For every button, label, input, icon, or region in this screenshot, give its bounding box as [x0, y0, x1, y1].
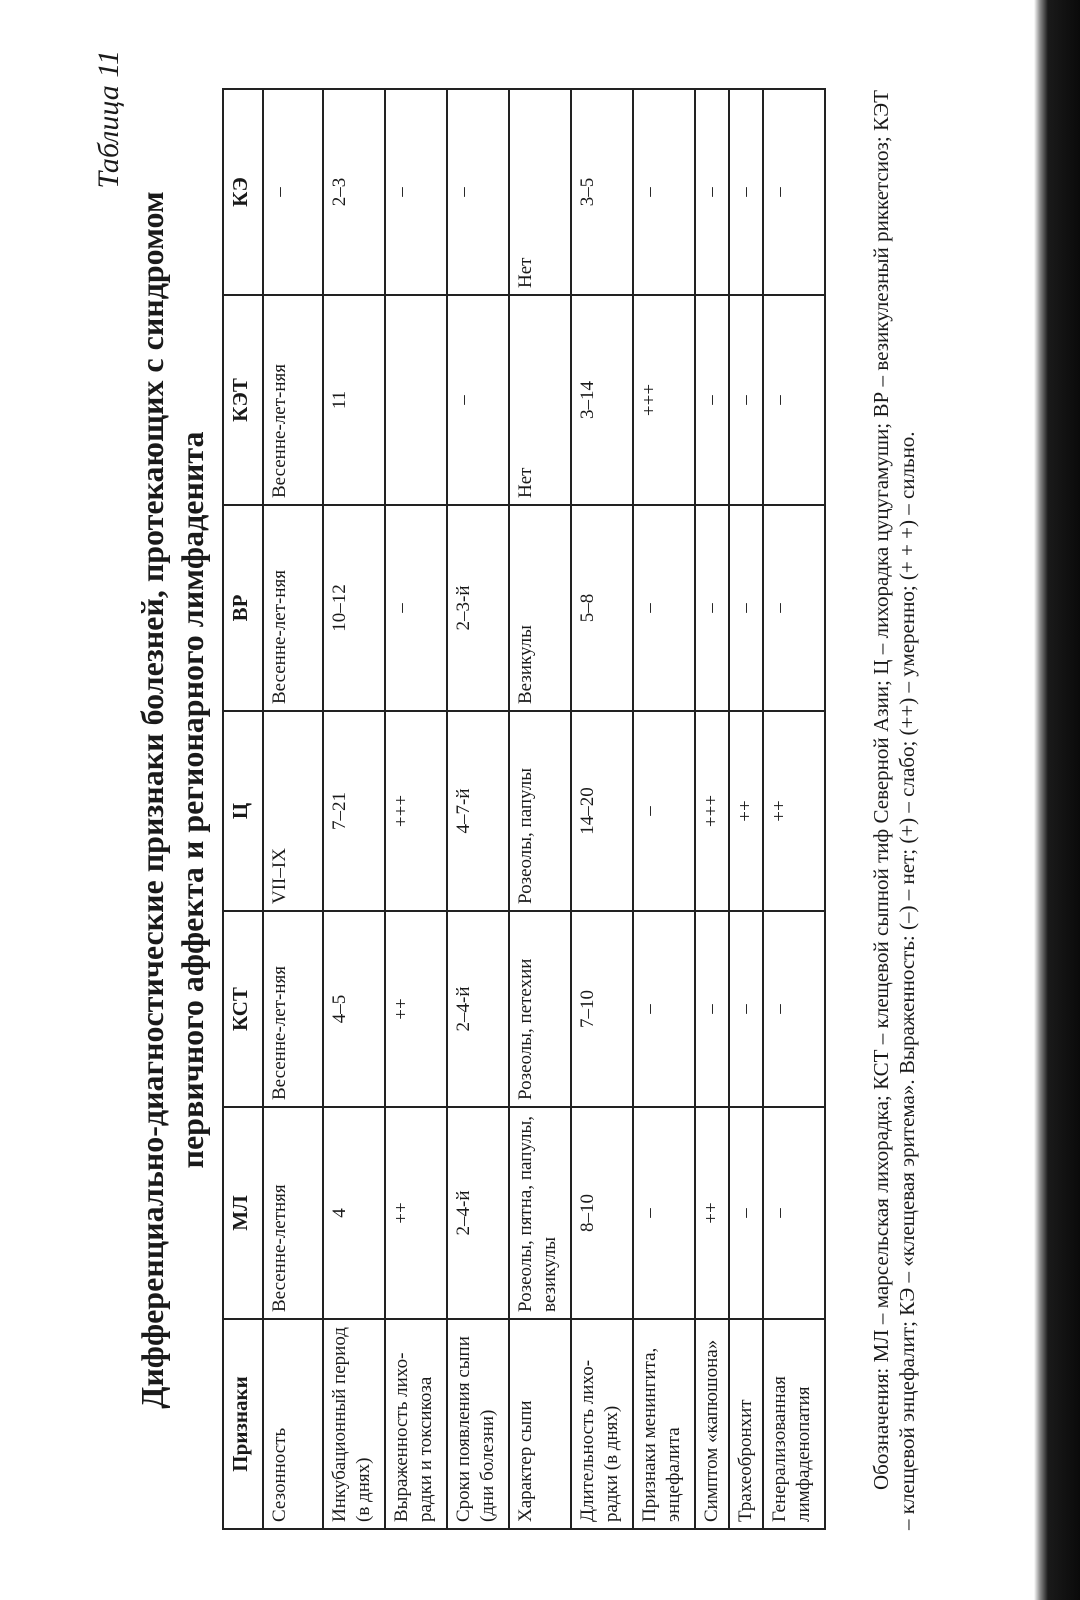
header-cell: МЛ: [223, 1107, 263, 1319]
row-label: Трахеобронхит: [729, 1319, 763, 1529]
table-row: [633, 89, 695, 1529]
header-cell: КЭ: [223, 89, 263, 295]
header-cell: ВР: [223, 505, 263, 711]
table-row: [571, 89, 633, 1529]
table-cell: –: [695, 295, 729, 505]
table-cell: 5–8: [571, 505, 633, 711]
scan-edge-shadow: [1034, 0, 1080, 1600]
table-row: [263, 89, 323, 1529]
table-cell: 10–12: [323, 505, 385, 711]
table-cell: [385, 295, 447, 505]
table-cell: 2–3-й: [447, 505, 509, 711]
table-cell: –: [633, 911, 695, 1107]
header-cell: Ц: [223, 711, 263, 911]
row-label: Сроки появления сыпи (дни болезни): [447, 1319, 509, 1529]
table-cell: –: [729, 911, 763, 1107]
table-cell: –: [385, 505, 447, 711]
table-caption: Таблица 11: [92, 50, 125, 189]
table-cell: –: [633, 711, 695, 911]
row-label: Симптом «капюшона»: [695, 1319, 729, 1529]
table-cell: –: [729, 505, 763, 711]
table-cell: –: [695, 505, 729, 711]
table-cell: –: [263, 89, 323, 295]
diagnostic-table: [222, 88, 826, 1530]
table-cell: Розеолы, петехии: [509, 911, 571, 1107]
header-cell: КСТ: [223, 911, 263, 1107]
table-cell: Везикулы: [509, 505, 571, 711]
table-header-row: [223, 89, 263, 1529]
table-cell: Нет: [509, 89, 571, 295]
row-label: Генерализованная лимфаденопатия: [763, 1319, 825, 1529]
table-cell: +++: [385, 711, 447, 911]
table-cell: 3–14: [571, 295, 633, 505]
table-cell: –: [633, 505, 695, 711]
table-cell: ++: [385, 1107, 447, 1319]
table-cell: Весенне-лет-няя: [263, 295, 323, 505]
table-cell: +++: [695, 711, 729, 911]
table-cell: 8–10: [571, 1107, 633, 1319]
table-cell: –: [633, 1107, 695, 1319]
table-row: [695, 89, 729, 1529]
table-cell: 7–10: [571, 911, 633, 1107]
table-cell: –: [763, 1107, 825, 1319]
table-cell: 4: [323, 1107, 385, 1319]
table-row: [729, 89, 763, 1529]
table-cell: –: [729, 1107, 763, 1319]
table-cell: 2–3: [323, 89, 385, 295]
table-cell: 7–21: [323, 711, 385, 911]
table-cell: +++: [633, 295, 695, 505]
header-cell: Признаки: [223, 1319, 263, 1529]
table-row: [447, 89, 509, 1529]
legend-note: Обозначения: МЛ – марсельская лихорадка; КСТ – клещевой сыпной тиф Северной Азии; Ц – лихорадка цуцугамуши; ВР – везикулезный риккетсиоз; КЭТ – клещевой энцефалит; КЭ – «клещевая эритема». Выраженность: (–) – нет; (+) – слабо; (++) – умеренно; (+ + +) – сильно.: [869, 90, 919, 1530]
table-cell: Весенне-лет-няя: [263, 505, 323, 711]
table-cell: Весенне-летняя: [263, 1107, 323, 1319]
table-cell: Весенне-лет-няя: [263, 911, 323, 1107]
table-cell: 3–5: [571, 89, 633, 295]
table-cell: 2–4-й: [447, 911, 509, 1107]
table-row: [763, 89, 825, 1529]
table-cell: –: [763, 295, 825, 505]
header-cell: КЭТ: [223, 295, 263, 505]
table-cell: ++: [729, 711, 763, 911]
row-label: Длительность лихо-радки (в днях): [571, 1319, 633, 1529]
table-row: [509, 89, 571, 1529]
table-cell: –: [729, 295, 763, 505]
table-cell: –: [385, 89, 447, 295]
table-cell: VII–IX: [263, 711, 323, 911]
table-cell: –: [447, 295, 509, 505]
table-cell: –: [695, 911, 729, 1107]
table-cell: –: [729, 89, 763, 295]
table-cell: Розеолы, пятна, папулы, везикулы: [509, 1107, 571, 1319]
document-page: [80, 40, 960, 1560]
table-cell: –: [763, 911, 825, 1107]
table-cell: 14–20: [571, 711, 633, 911]
table-cell: –: [447, 89, 509, 295]
table-cell: ++: [695, 1107, 729, 1319]
row-label: Выраженность лихо-радки и токсикоза: [385, 1319, 447, 1529]
table-cell: –: [695, 89, 729, 295]
table-cell: –: [763, 505, 825, 711]
table-title-line-1: Дифференциально-диагностические признаки болезней, протекающих с синдромом: [134, 191, 170, 1409]
table-title-line-2: первичного аффекта и регионарного лимфаденита: [174, 431, 210, 1169]
table-row: [323, 89, 385, 1529]
table-cell: Нет: [509, 295, 571, 505]
row-label: Характер сыпи: [509, 1319, 571, 1529]
row-label: Сезонность: [263, 1319, 323, 1529]
table-cell: –: [633, 89, 695, 295]
table-cell: 4–7-й: [447, 711, 509, 911]
row-label: Инкубационный период (в днях): [323, 1319, 385, 1529]
table-cell: Розеолы, папулы: [509, 711, 571, 911]
table-row: [385, 89, 447, 1529]
table-cell: ++: [385, 911, 447, 1107]
table-cell: 11: [323, 295, 385, 505]
row-label: Признаки менингита, энцефалита: [633, 1319, 695, 1529]
table-cell: ++: [763, 711, 825, 911]
table-cell: –: [763, 89, 825, 295]
table-cell: 2–4-й: [447, 1107, 509, 1319]
table-cell: 4–5: [323, 911, 385, 1107]
